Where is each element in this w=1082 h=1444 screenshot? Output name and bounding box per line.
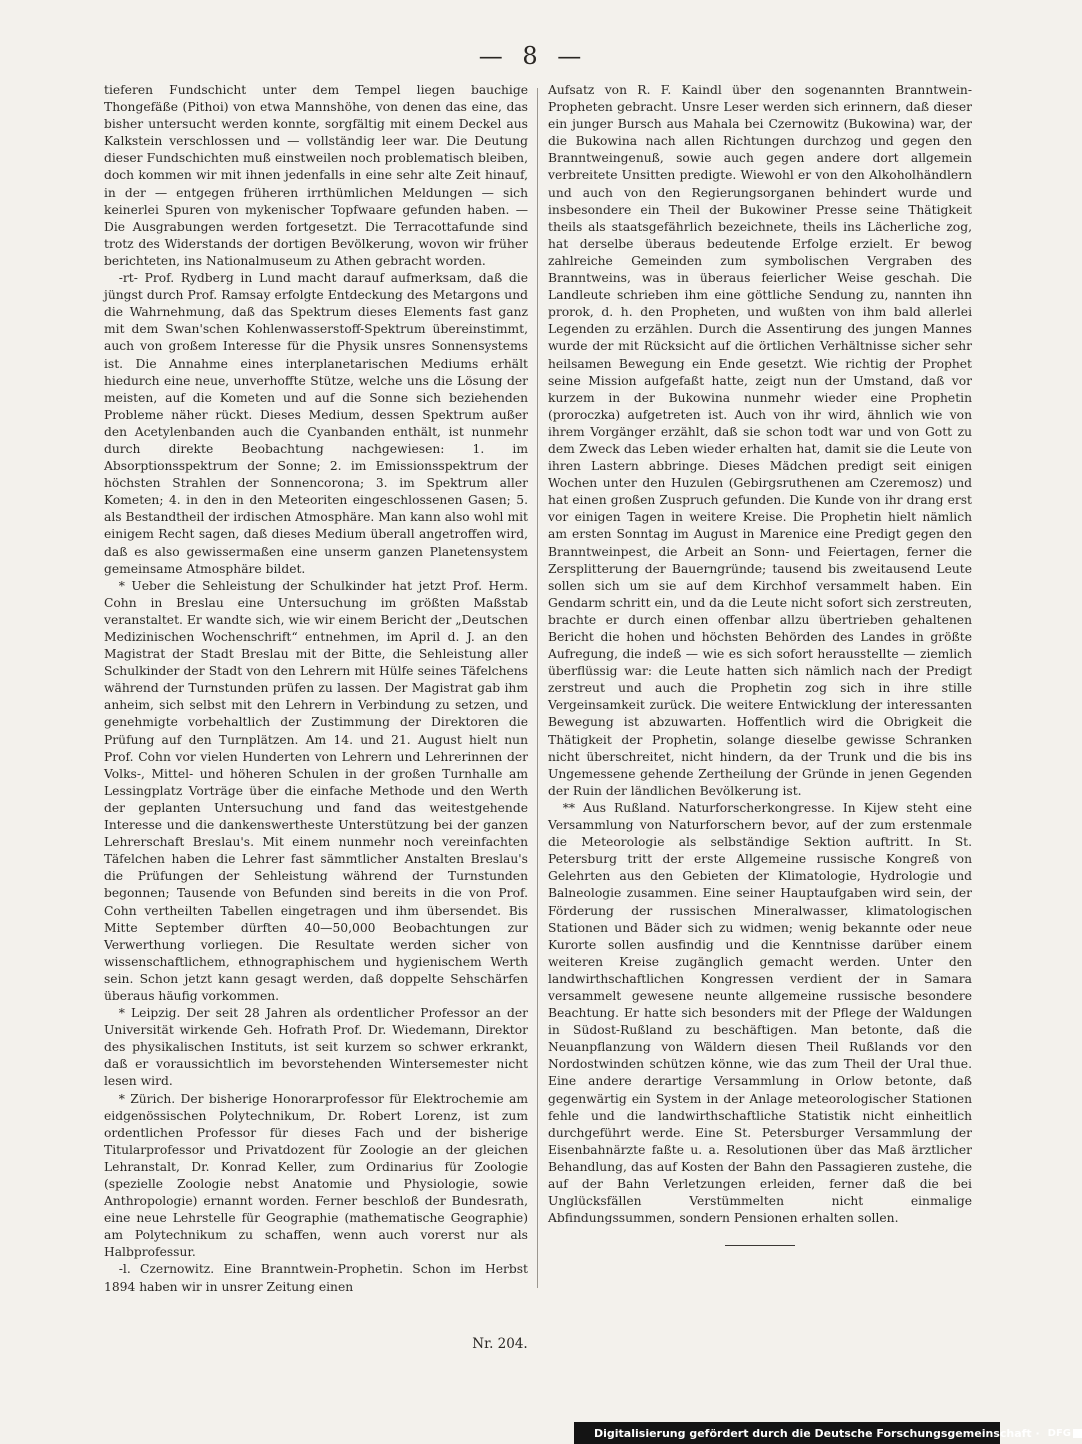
page-number: — 8 — bbox=[478, 42, 588, 70]
dfg-logo-text: DFG bbox=[1047, 1427, 1072, 1439]
article-zuerich: * Zürich. Der bisherige Honorarprofessor für Elektrochemie am eidgenössischen Polytechnikum, Dr. Robert Lorenz, ist zum ordentlichen Professor für dieses Fach und der bisherige Titularprofessor und Privatdozent für Zoologie an der gleichen Lehranstalt, Dr. Konrad Keller, zum Ordinarius für Zoologie (spezielle Zoologie nebst Anatomie und Physiologie, sowie Anthropologie) ernannt worden. Ferner beschloß der Bundesrath, eine neue Lehrstelle für Geographie (mathematische Geographie) am Polytechnikum zu schaffen, wenn auch vorerst nur als Halbprofessur. bbox=[104, 1091, 528, 1260]
footer-text: Digitalisierung gefördert durch die Deutsche Forschungsgemeinschaft · bbox=[594, 1426, 1040, 1440]
article-sehleistung: * Ueber die Sehleistung der Schulkinder hat jetzt Prof. Herm. Cohn in Breslau eine Untersuchung im größten Maßstab veranstaltet. Er wandte sich, wie wir einem Bericht der „Deutschen Medizinischen Wochenschrift“ entnehmen, im April d. J. an den Magistrat der Stadt Breslau mit der Bitte, die Sehleistung aller Schulkinder der Stadt von den Lehrern mit Hülfe seines Täfelchens während der Turnstunden prüfen zu lassen. Der Magistrat gab ihm anheim, sich selbst mit den Lehrern in Verbindung zu setzen, und genehmigte vorbehaltlich der Zustimmung der Direktoren die Prüfung auf den Turnplätzen. Am 14. und 21. August hielt nun Prof. Cohn vor vielen Hunderten von Lehrern und Lehrerinnen der Volks-, Mittel- und höheren Schulen in der großen Turnhalle am Lessingplatz Vorträge über die einfache Methode und den Werth der geplanten Untersuchung und fand das weitestgehende Interesse und die dankenswertheste Unterstützung bei der ganzen Lehrerschaft Breslau's. Mit einem nunmehr noch vereinfachten Täfelchen haben die Lehrer fast sämmtlicher Anstalten Breslau's die Prüfungen der Sehleistung während der Turnstunden begonnen; Tausende von Befunden sind bereits in die von Prof. Cohn vertheilten Tabellen eingetragen und ihm übersendet. Bis Mitte September dürften 40—50,000 Beobachtungen zur Verwerthung vorliegen. Die Resultate werden sicher von wissenschaftlichem, ethnographischem und hygienischem Werth sein. Schon jetzt kann gesagt werden, daß doppelte Sehschärfen überaus häufig vorkommen. bbox=[104, 578, 528, 1003]
article-czernowitz-continuation: Aufsatz von R. F. Kaindl über den sogenannten Branntwein-Propheten gebracht. Unsre Leser werden sich erinnern, daß dieser ein junger Bursch aus Mahala bei Czernowitz (Bukowina) war, der die Bukowina nach allen Richtungen durchzog und gegen den Branntweingenuß, sowie auch gegen andere dort allgemein verbreitete Unsitten predigte. Wiewohl er von den Alkoholhändlern und auch von den Regierungsorganen behindert wurde und insbesondere ein Theil der Bukowiner Presse seine Thätigkeit theils als staatsgefährlich bezeichnete, theils ins Lächerliche zog, hat derselbe überaus bedeutende Erfolge erzielt. Er bewog zahlreiche Gemeinden zum symbolischen Vergraben des Branntweins, was in überaus feierlicher Weise geschah. Die Landleute schrieben ihm eine göttliche Sendung zu, nannten ihn prorok, d. h. den Propheten, und wußten von ihm bald allerlei Legenden zu erzählen. Durch die Assentirung des jungen Mannes wurde der mit Rücksicht auf die örtlichen Verhältnisse sicher sehr heilsamen Bewegung ein Ende gesetzt. Wie richtig der Prophet seine Mission aufgefaßt hatte, zeigt nun der Umstand, daß vor kurzem in der Bukowina nunmehr wieder eine Prophetin (proroczka) aufgetreten ist. Auch von ihr wird, ähnlich wie von ihrem Vorgänger erzählt, daß sie schon todt war und von Gott zu dem Zweck das Leben wieder erhalten hat, damit sie die Leute von ihren Lastern abbringe. Dieses Mädchen predigt seit einigen Wochen unter den Huzulen (Gebirgsruthenen am Czeremosz) und hat einen großen Zuspruch gefunden. Die Kunde von ihr drang erst vor einigen Tagen in weitere Kreise. Die Prophetin hielt nämlich am ersten Sonntag im August in Marenice eine Predigt gegen den Branntweinpest, die Arbeit an Sonn- und Feiertagen, ferner die Zersplitterung der Bauerngründe; tausend bis zweitausend Leute sollen sich um sie auf dem Kirchhof versammelt haben. Ein Gendarm schritt ein, und da die Leute nicht sofort sich zerstreuten, brachte er durch einen offenbar allzu übertrieben gehaltenen Bericht die hohen und höchsten Behörden des Landes in größte Aufregung, die indeß — wie es sich sofort herausstellte — ziemlich überflüssig war: die Leute hatten sich nämlich nach der Predigt zerstreut und auch die Prophetin zog sich in ihre stille Vergeinsamkeit zurück. Die weitere Entwicklung der interessanten Bewegung ist abzuwarten. Hoffentlich wird die Obrigkeit die Thätigkeit der Prophetin, solange dieselbe gewisse Schranken nicht überschreitet, nicht hindern, da der Trunk und die bis ins Ungemessene gehende Zertheilung der Gründe in jenen Gegenden der Ruin der ländlichen Bevölkerung ist. bbox=[548, 83, 972, 798]
article-russland: ** Aus Rußland. Naturforscherkongresse. In Kijew steht eine Versammlung von Naturforschern bevor, auf der zum erstenmale die Meteorologie als selbständige Sektion auftritt. In St. Petersburg tritt der erste Allgemeine russische Kongreß von Gelehrten aus den Gebieten der Klimatologie, Hydrologie und Balneologie zusammen. Eine seiner Hauptaufgaben wird sein, der Förderung der russischen Mineralwasser, klimatologischen Stationen und Bäder sich zu widmen; wenig bekannte oder neue Kurorte sollen ausfindig und die Kenntnisse darüber einem weiteren Kreise zugänglich gemacht werden. Unter den landwirthschaftlichen Kongressen verdient der in Samara versammelt gewesene neunte allgemeine russische besondere Beachtung. Er hatte sich besonders mit der Pflege der Waldungen in Südost-Rußland zu beschäftigen. Man betonte, daß die Neuanpflanzung von Wäldern diesen Theil Rußlands vor den Nordostwinden schützen könne, wie das zum Theil der Ural thue. Eine andere derartige Versammlung in Orlow betonte, daß gegenwärtig ein System in der Anlage meteorologischer Stationen fehle und die landwirthschaftliche Statistik nicht einheitlich durchgeführt werde. Eine St. Petersburger Versammlung der Eisenbahnärzte faßte u. a. Resolutionen über das Maß ärztlicher Behandlung, das auf Kosten der Bahn den Passagieren zustehe, die auf der Bahn Verletzungen erleiden, ferner daß die bei Unglücksfällen Verstümmelten nicht einmalige Abfindungssummen, sondern Pensionen erhalten sollen. bbox=[548, 800, 972, 1226]
article-rydberg: -rt- Prof. Rydberg in Lund macht darauf aufmerksam, daß die jüngst durch Prof. Ramsay erfolgte Entdeckung des Metargons und die Wahrnehmung, daß das Spektrum dieses Elements fast ganz mit dem Swan'schen Kohlenwasserstoff-Spektrum übereinstimmt, auch von großem Interesse für die Physik unsres Sonnensystems ist. Die Annahme eines interplanetarischen Mediums erhält hiedurch eine neue, unverhoffte Stütze, welche uns die Lösung der meisten, auf die Kometen und auf die Sonne sich beziehenden Probleme näher rückt. Dieses Medium, dessen Spektrum außer den Acetylenbanden auch die Cyanbanden enthält, ist nunmehr durch direkte Beobachtung nachgewiesen: 1. im Absorptionsspektrum der Sonne; 2. im Emissionsspektrum der höchsten Strahlen der Sonnencorona; 3. im Spektrum aller Kometen; 4. in den in den Meteoriten eingeschlossenen Gasen; 5. als Bestandtheil der irdischen Atmosphäre. Man kann also wohl mit einigem Recht sagen, daß dieses Medium überall angetroffen wird, daß es also gewissermaßen eine unserm ganzen Planetensystem gemeinsame Atmosphäre bildet. bbox=[104, 271, 528, 576]
article-czernowitz-start: -l. Czernowitz. Eine Branntwein-Prophetin. Schon im Herbst 1894 haben wir in unsrer Zeitung einen bbox=[104, 1262, 528, 1294]
right-column bbox=[548, 82, 972, 1246]
article-pithoi-continuation: tieferen Fundschicht unter dem Tempel liegen bauchige Thongefäße (Pithoi) von etwa Mannshöhe, von denen das eine, das bisher untersucht werden konnte, sorgfältig mit einem Deckel aus Kalkstein verschlossen und — vollständig leer war. Die Deutung dieser Fundschichten muß einstweilen noch problematisch bleiben, doch kommen wir mit ihnen jedenfalls in eine sehr alte Zeit hinauf, in der — entgegen früheren irrthümlichen Meldungen — sich keinerlei Spuren von mykenischer Topfwaare gefunden haben. — Die Ausgrabungen werden fortgesetzt. Die Terracottafunde sind trotz des Widerstands der dortigen Bevölkerung, wovon wir früher berichteten, ins Nationalmuseum zu Athen gebracht worden. bbox=[104, 83, 528, 268]
dfg-logo bbox=[1048, 1428, 1082, 1439]
footer-bar bbox=[574, 1422, 1072, 1444]
article-leipzig: * Leipzig. Der seit 28 Jahren als ordentlicher Professor an der Universität wirkende Geh. Hofrath Prof. Dr. Wiedemann, Direktor des physikalischen Instituts, ist seit kurzem so schwer erkrankt, daß er voraussichtlich im bevorstehenden Wintersemester nicht lesen wird. bbox=[104, 1006, 528, 1089]
issue-number: Nr. 204. bbox=[472, 1336, 528, 1352]
left-column bbox=[104, 82, 528, 1296]
dfg-logo-square-icon bbox=[1073, 1429, 1082, 1438]
column-divider bbox=[537, 88, 538, 1288]
end-rule bbox=[725, 1245, 795, 1246]
page-header bbox=[0, 42, 1000, 72]
